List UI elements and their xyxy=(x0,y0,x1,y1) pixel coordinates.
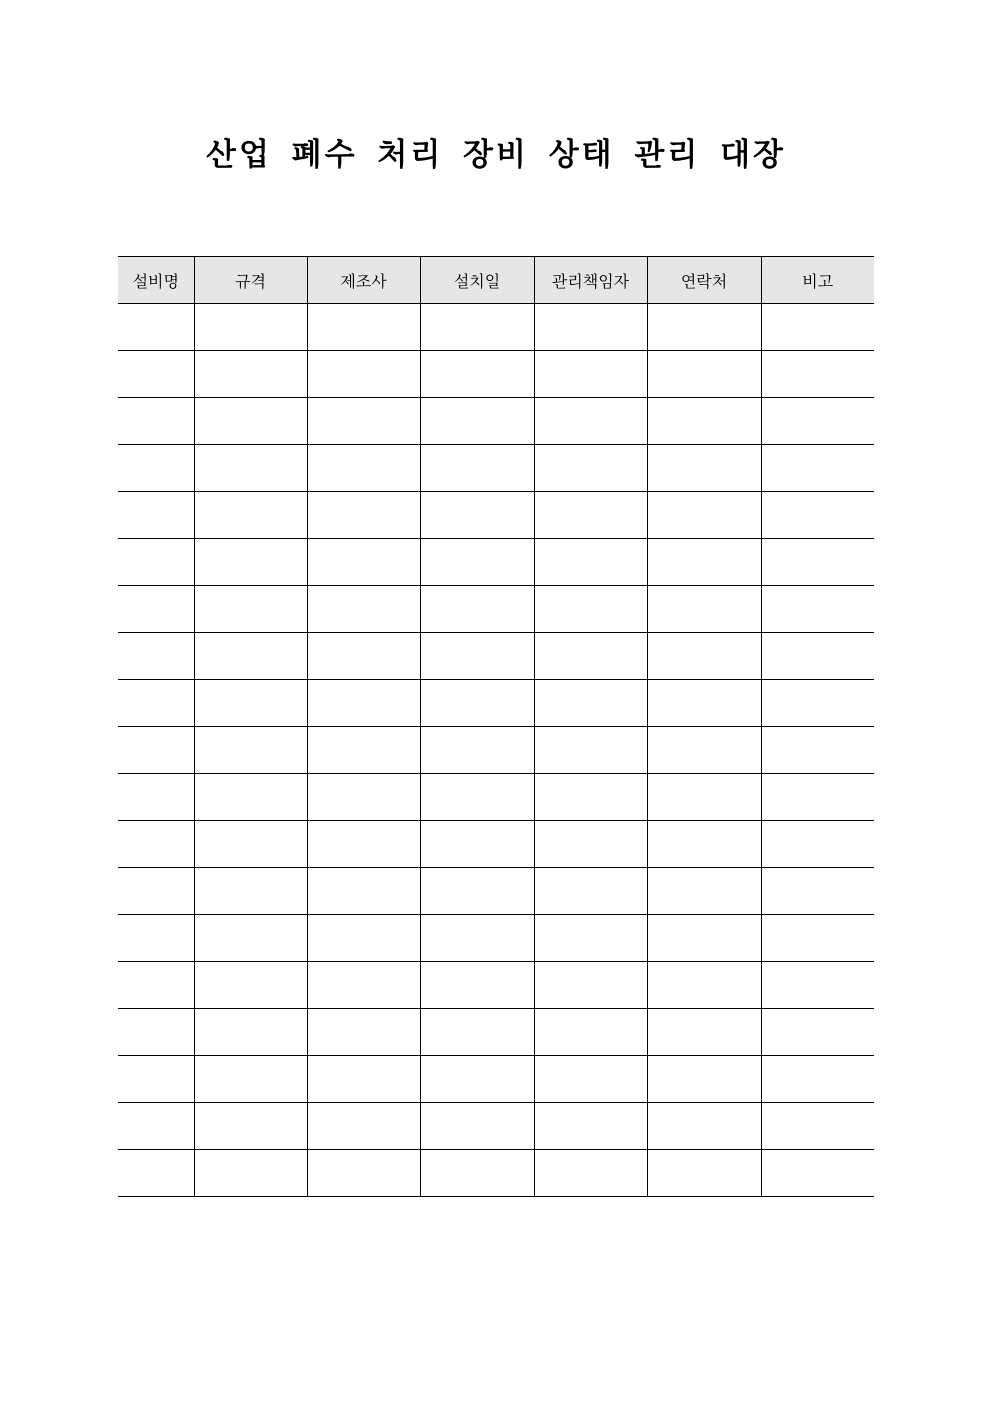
cell-manager[interactable] xyxy=(534,821,647,868)
cell-remarks[interactable] xyxy=(761,680,874,727)
cell-equipment-name[interactable] xyxy=(118,304,194,351)
cell-contact[interactable] xyxy=(647,868,761,915)
cell-equipment-name[interactable] xyxy=(118,821,194,868)
cell-contact[interactable] xyxy=(647,351,761,398)
cell-specification[interactable] xyxy=(194,633,307,680)
cell-install-date[interactable] xyxy=(420,1009,534,1056)
table-row xyxy=(118,962,874,1009)
cell-remarks[interactable] xyxy=(761,633,874,680)
cell-remarks[interactable] xyxy=(761,1103,874,1150)
cell-equipment-name[interactable] xyxy=(118,1103,194,1150)
cell-remarks[interactable] xyxy=(761,1150,874,1197)
cell-remarks[interactable] xyxy=(761,1009,874,1056)
cell-install-date[interactable] xyxy=(420,962,534,1009)
cell-contact[interactable] xyxy=(647,492,761,539)
cell-manager[interactable] xyxy=(534,633,647,680)
cell-contact[interactable] xyxy=(647,727,761,774)
cell-install-date[interactable] xyxy=(420,1103,534,1150)
cell-equipment-name[interactable] xyxy=(118,398,194,445)
cell-manager[interactable] xyxy=(534,868,647,915)
cell-remarks[interactable] xyxy=(761,868,874,915)
cell-contact[interactable] xyxy=(647,915,761,962)
cell-equipment-name[interactable] xyxy=(118,633,194,680)
cell-manager[interactable] xyxy=(534,351,647,398)
cell-install-date[interactable] xyxy=(420,1056,534,1103)
cell-contact[interactable] xyxy=(647,633,761,680)
cell-install-date[interactable] xyxy=(420,445,534,492)
cell-remarks[interactable] xyxy=(761,492,874,539)
cell-manager[interactable] xyxy=(534,962,647,1009)
cell-equipment-name[interactable] xyxy=(118,445,194,492)
cell-contact[interactable] xyxy=(647,398,761,445)
cell-specification[interactable] xyxy=(194,1150,307,1197)
cell-manufacturer[interactable] xyxy=(307,492,420,539)
cell-specification[interactable] xyxy=(194,1056,307,1103)
cell-equipment-name[interactable] xyxy=(118,1056,194,1103)
cell-remarks[interactable] xyxy=(761,304,874,351)
cell-contact[interactable] xyxy=(647,445,761,492)
table-row xyxy=(118,492,874,539)
cell-contact[interactable] xyxy=(647,821,761,868)
cell-manager[interactable] xyxy=(534,915,647,962)
cell-manager[interactable] xyxy=(534,1056,647,1103)
cell-equipment-name[interactable] xyxy=(118,868,194,915)
equipment-ledger-table xyxy=(118,256,874,1197)
cell-install-date[interactable] xyxy=(420,774,534,821)
table-row xyxy=(118,1056,874,1103)
cell-remarks[interactable] xyxy=(761,445,874,492)
table-row xyxy=(118,680,874,727)
cell-manufacturer[interactable] xyxy=(307,586,420,633)
cell-equipment-name[interactable] xyxy=(118,915,194,962)
cell-contact[interactable] xyxy=(647,1056,761,1103)
cell-specification[interactable] xyxy=(194,727,307,774)
cell-manufacturer[interactable] xyxy=(307,1056,420,1103)
cell-remarks[interactable] xyxy=(761,915,874,962)
cell-manager[interactable] xyxy=(534,774,647,821)
cell-install-date[interactable] xyxy=(420,1150,534,1197)
cell-manufacturer[interactable] xyxy=(307,962,420,1009)
table-row xyxy=(118,304,874,351)
cell-manufacturer[interactable] xyxy=(307,304,420,351)
cell-install-date[interactable] xyxy=(420,868,534,915)
cell-manufacturer[interactable] xyxy=(307,1103,420,1150)
header-remarks: 비고 xyxy=(761,257,874,304)
cell-remarks[interactable] xyxy=(761,727,874,774)
cell-specification[interactable] xyxy=(194,586,307,633)
cell-equipment-name[interactable] xyxy=(118,774,194,821)
table-body xyxy=(118,304,874,1197)
header-install-date: 설치일 xyxy=(420,257,534,304)
cell-manufacturer[interactable] xyxy=(307,1009,420,1056)
header-manager: 관리책임자 xyxy=(534,257,647,304)
cell-specification[interactable] xyxy=(194,774,307,821)
cell-equipment-name[interactable] xyxy=(118,680,194,727)
cell-manager[interactable] xyxy=(534,492,647,539)
cell-remarks[interactable] xyxy=(761,351,874,398)
cell-specification[interactable] xyxy=(194,1009,307,1056)
cell-manufacturer[interactable] xyxy=(307,821,420,868)
cell-specification[interactable] xyxy=(194,680,307,727)
cell-install-date[interactable] xyxy=(420,492,534,539)
header-equipment-name: 설비명 xyxy=(118,257,194,304)
cell-contact[interactable] xyxy=(647,962,761,1009)
cell-manager[interactable] xyxy=(534,398,647,445)
table-row xyxy=(118,1009,874,1056)
cell-manufacturer[interactable] xyxy=(307,633,420,680)
cell-manufacturer[interactable] xyxy=(307,539,420,586)
cell-specification[interactable] xyxy=(194,539,307,586)
table-row xyxy=(118,633,874,680)
cell-manufacturer[interactable] xyxy=(307,398,420,445)
cell-manager[interactable] xyxy=(534,586,647,633)
table-header-row xyxy=(118,257,874,304)
cell-contact[interactable] xyxy=(647,304,761,351)
cell-contact[interactable] xyxy=(647,1103,761,1150)
cell-specification[interactable] xyxy=(194,915,307,962)
table-row xyxy=(118,774,874,821)
cell-manager[interactable] xyxy=(534,304,647,351)
cell-manufacturer[interactable] xyxy=(307,915,420,962)
cell-specification[interactable] xyxy=(194,351,307,398)
cell-contact[interactable] xyxy=(647,539,761,586)
cell-install-date[interactable] xyxy=(420,633,534,680)
cell-manager[interactable] xyxy=(534,1103,647,1150)
cell-equipment-name[interactable] xyxy=(118,351,194,398)
cell-remarks[interactable] xyxy=(761,1056,874,1103)
cell-manager[interactable] xyxy=(534,1009,647,1056)
cell-manufacturer[interactable] xyxy=(307,868,420,915)
table-row xyxy=(118,445,874,492)
cell-specification[interactable] xyxy=(194,962,307,1009)
table-row xyxy=(118,351,874,398)
header-contact: 연락처 xyxy=(647,257,761,304)
cell-manufacturer[interactable] xyxy=(307,680,420,727)
cell-manufacturer[interactable] xyxy=(307,727,420,774)
cell-specification[interactable] xyxy=(194,868,307,915)
cell-install-date[interactable] xyxy=(420,680,534,727)
table-row xyxy=(118,539,874,586)
table-row xyxy=(118,1103,874,1150)
cell-equipment-name[interactable] xyxy=(118,1150,194,1197)
cell-remarks[interactable] xyxy=(761,774,874,821)
cell-manager[interactable] xyxy=(534,680,647,727)
cell-install-date[interactable] xyxy=(420,727,534,774)
document-title: 산업 폐수 처리 장비 상태 관리 대장 xyxy=(206,137,786,173)
cell-contact[interactable] xyxy=(647,1009,761,1056)
cell-equipment-name[interactable] xyxy=(118,727,194,774)
table-row xyxy=(118,821,874,868)
header-specification: 규격 xyxy=(194,257,307,304)
header-manufacturer: 제조사 xyxy=(307,257,420,304)
table-row xyxy=(118,868,874,915)
table-row xyxy=(118,1150,874,1197)
cell-manufacturer[interactable] xyxy=(307,445,420,492)
cell-contact[interactable] xyxy=(647,680,761,727)
cell-specification[interactable] xyxy=(194,445,307,492)
cell-manager[interactable] xyxy=(534,1150,647,1197)
cell-install-date[interactable] xyxy=(420,821,534,868)
cell-specification[interactable] xyxy=(194,304,307,351)
cell-remarks[interactable] xyxy=(761,539,874,586)
cell-equipment-name[interactable] xyxy=(118,586,194,633)
cell-equipment-name[interactable] xyxy=(118,962,194,1009)
cell-manufacturer[interactable] xyxy=(307,1150,420,1197)
cell-contact[interactable] xyxy=(647,774,761,821)
cell-install-date[interactable] xyxy=(420,915,534,962)
cell-manufacturer[interactable] xyxy=(307,774,420,821)
cell-contact[interactable] xyxy=(647,586,761,633)
cell-equipment-name[interactable] xyxy=(118,539,194,586)
cell-equipment-name[interactable] xyxy=(118,492,194,539)
cell-manufacturer[interactable] xyxy=(307,351,420,398)
table-row xyxy=(118,586,874,633)
cell-specification[interactable] xyxy=(194,398,307,445)
cell-specification[interactable] xyxy=(194,492,307,539)
cell-manager[interactable] xyxy=(534,539,647,586)
cell-remarks[interactable] xyxy=(761,962,874,1009)
cell-remarks[interactable] xyxy=(761,821,874,868)
cell-specification[interactable] xyxy=(194,821,307,868)
table-row xyxy=(118,915,874,962)
cell-install-date[interactable] xyxy=(420,539,534,586)
cell-equipment-name[interactable] xyxy=(118,1009,194,1056)
cell-install-date[interactable] xyxy=(420,304,534,351)
cell-install-date[interactable] xyxy=(420,586,534,633)
cell-specification[interactable] xyxy=(194,1103,307,1150)
table-row xyxy=(118,727,874,774)
cell-remarks[interactable] xyxy=(761,398,874,445)
cell-install-date[interactable] xyxy=(420,351,534,398)
cell-manager[interactable] xyxy=(534,445,647,492)
cell-manager[interactable] xyxy=(534,727,647,774)
cell-install-date[interactable] xyxy=(420,398,534,445)
table-row xyxy=(118,398,874,445)
cell-remarks[interactable] xyxy=(761,586,874,633)
cell-contact[interactable] xyxy=(647,1150,761,1197)
